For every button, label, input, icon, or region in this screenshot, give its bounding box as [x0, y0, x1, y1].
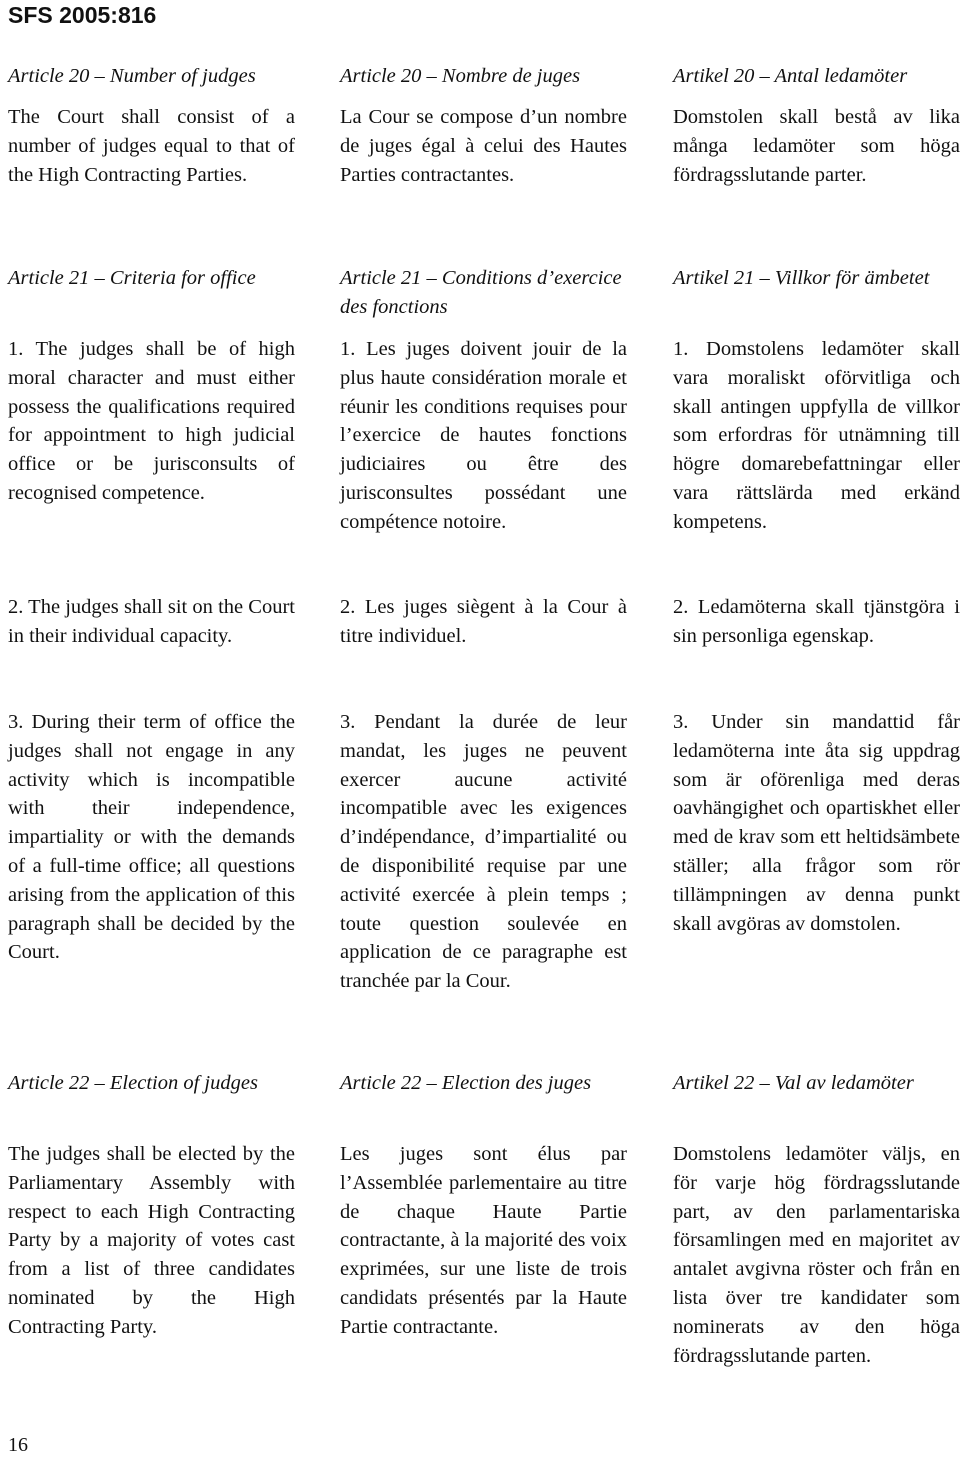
article20-sv-body: Domstolen skall bestå av lika många ledamöter som höga fördragsslutande parter. [673, 106, 960, 186]
article21-en-p3: 3. During their term of office the judges shall not engage in any activity which is incompatible with their independence, impartiality or with the demands of a full-time office; all questions arising from the application of this paragraph shall be decided by the Court. [8, 711, 295, 964]
article21-en-p2: 2. The judges shall sit on the Court in their individual capacity. [8, 596, 295, 647]
article21-fr-heading: Article 21 – Conditions d’exercice des fonctions [340, 267, 622, 318]
article20-fr-body: La Cour se compose d’un nombre de juges égal à celui des Hautes Parties contractantes. [340, 106, 627, 186]
article20-sv-heading: Artikel 20 – Antal ledamöter [673, 65, 908, 87]
article21-fr-p3: 3. Pendant la durée de leur mandat, les juges ne peuvent exercer aucune activité incompatible avec les exigences d’indépendance, d’impartialité ou de disponibilité requise par une activité exercée à plein temps ; toute question soulevée en application de ce paragraphe est tranchée par la Cour. [340, 711, 627, 993]
article21-fr-p2: 2. Les juges siègent à la Cour à titre individuel. [340, 596, 627, 647]
article22-sv-heading: Artikel 22 – Val av ledamöter [673, 1072, 914, 1094]
article22-sv-body: Domstolens ledamöter väljs, en för varje hög fördragsslutande part, av den parlamentariska församlingen med en majoritet av antalet avgivna röster och från en lista över tre kandidater som nominerats av den höga fördragsslutande parten. [673, 1143, 960, 1367]
article21-sv-p2: 2. Ledamöterna skall tjänstgöra i sin personliga egenskap. [673, 596, 960, 647]
article20-fr-heading: Article 20 – Nombre de juges [340, 65, 581, 87]
article21-sv-p1: 1. Domstolens ledamöter skall vara moraliskt oförvitliga och skall antingen uppfylla de villkor som erfordras för utnämning till högre domarebefattningar eller vara rättslärda med erkänd kompetens. [673, 338, 960, 533]
article20-en-heading: Article 20 – Number of judges [8, 65, 256, 87]
article21-en-p1: 1. The judges shall be of high moral character and must either possess the qualifications required for appointment to high judicial office or be jurisconsults of recognised competence. [8, 338, 295, 504]
sfs-header: SFS 2005:816 [8, 2, 157, 28]
article22-fr-body: Les juges sont élus par l’Assemblée parlementaire au titre de chaque Haute Partie contractante, à la majorité des voix exprimées, sur une liste de trois candidats présentés par la Haute Partie contractante. [340, 1143, 627, 1338]
article22-en-body: The judges shall be elected by the Parliamentary Assembly with respect to each High Contracting Party by a majority of votes cast from a list of three candidates nominated by the High Contracting Party. [8, 1143, 295, 1338]
article22-fr-heading: Article 22 – Election des juges [340, 1072, 592, 1094]
article22-en-heading: Article 22 – Election of judges [8, 1072, 258, 1094]
article21-sv-heading: Artikel 21 – Villkor för ämbetet [673, 267, 930, 289]
article21-fr-p1: 1. Les juges doivent jouir de la plus haute considération morale et réunir les conditions requises pour l’exercice de hautes fonctions judiciaires ou être des jurisconsultes possédant une compétence notoire. [340, 338, 627, 533]
page-number: 16 [8, 1434, 28, 1456]
article21-en-heading: Article 21 – Criteria for office [8, 267, 256, 289]
article21-sv-p3: 3. Under sin mandattid får ledamöterna inte åta sig uppdrag som är oförenliga med deras oavhängighet och opartiskhet eller med de krav som ett heltidsämbete ställer; alla frågor som rör tillämpningen av denna punkt skall avgöras av domstolen. [673, 711, 960, 935]
article20-en-body: The Court shall consist of a number of judges equal to that of the High Contracting Parties. [8, 106, 295, 186]
